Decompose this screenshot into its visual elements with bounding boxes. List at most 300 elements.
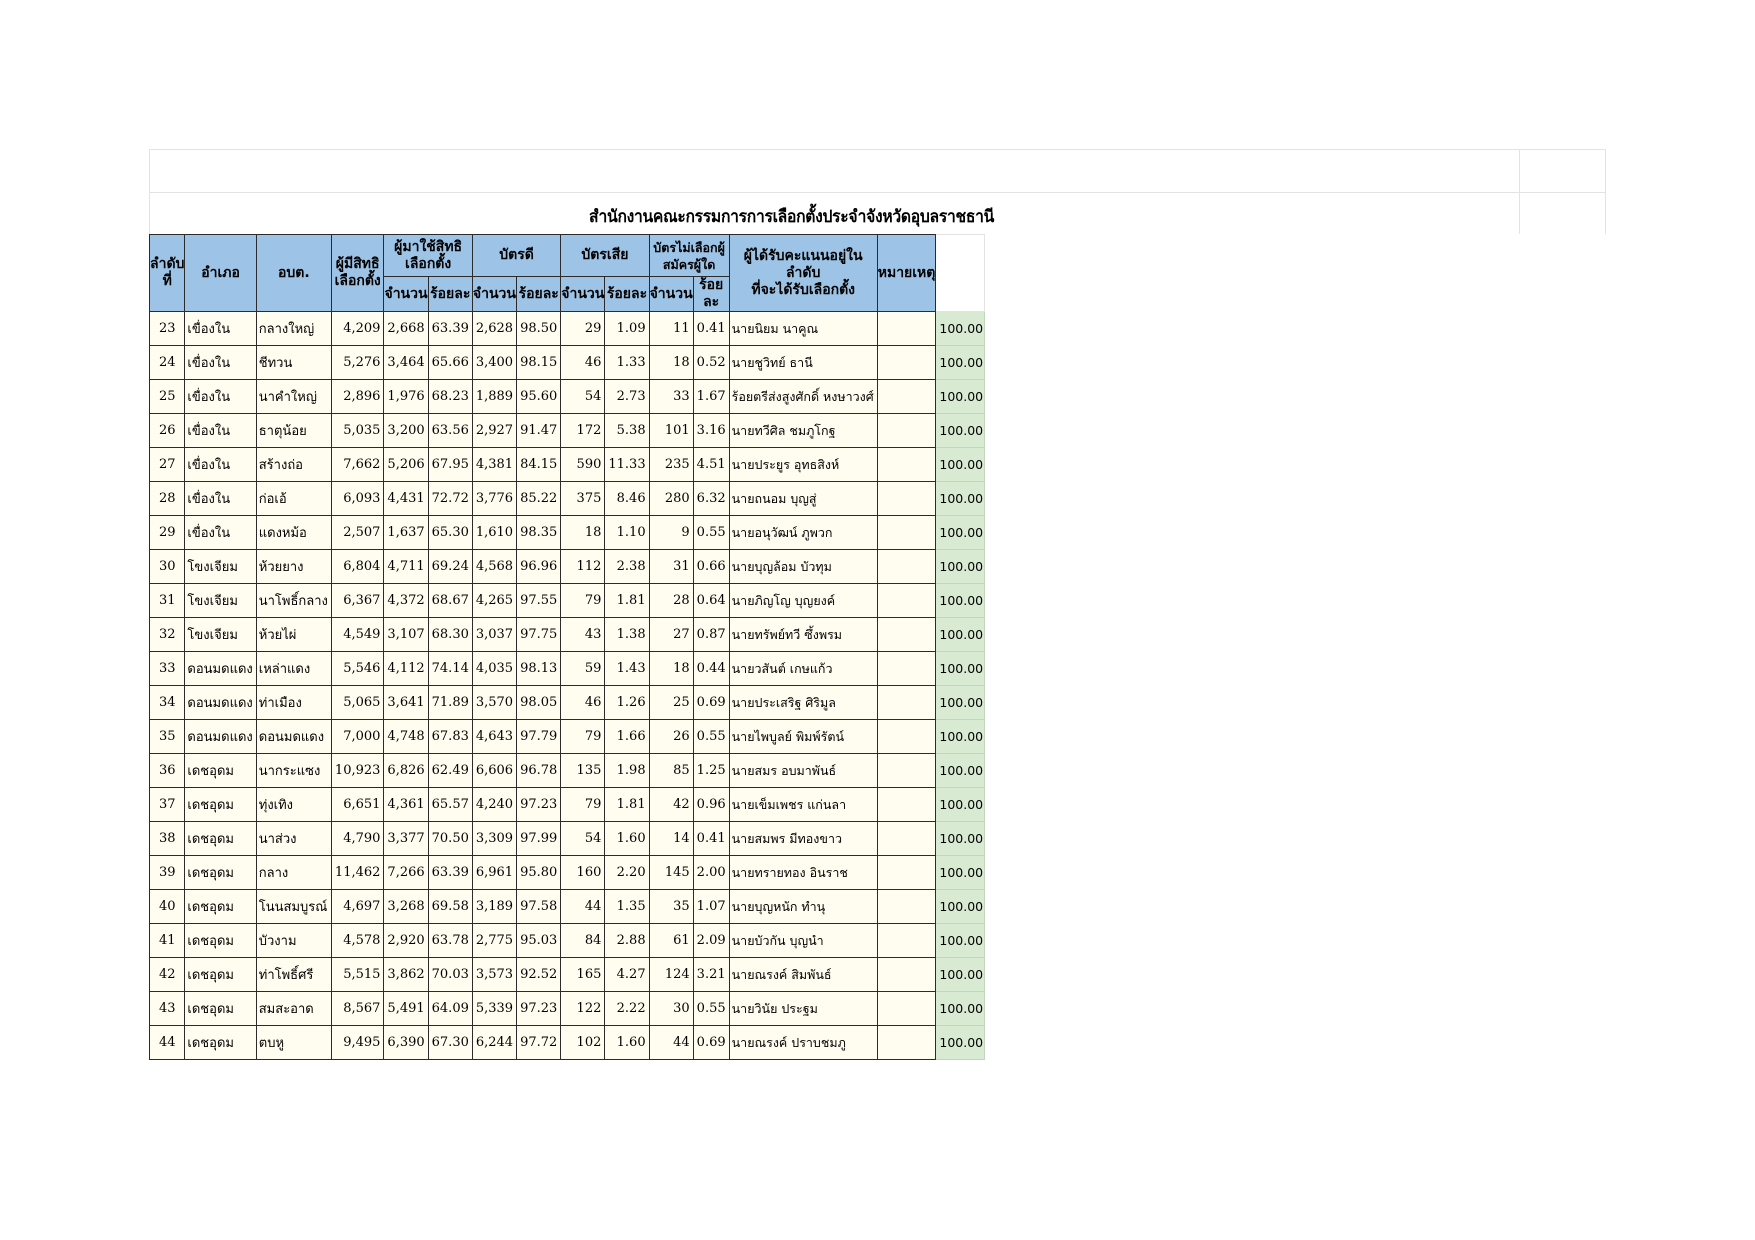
cell-novote-percent[interactable]: 2.09 bbox=[693, 924, 729, 958]
cell-check-total[interactable]: 100.00 bbox=[936, 346, 985, 380]
cell-novote-count[interactable]: 145 bbox=[649, 856, 693, 890]
cell-check-total[interactable]: 100.00 bbox=[936, 720, 985, 754]
cell-voters-count[interactable]: 1,976 bbox=[384, 380, 428, 414]
cell-winner[interactable]: นายบัวกัน บุญนำ bbox=[729, 924, 877, 958]
cell-voters-count[interactable]: 3,200 bbox=[384, 414, 428, 448]
cell-novote-count[interactable]: 61 bbox=[649, 924, 693, 958]
cell-valid-count[interactable]: 2,775 bbox=[472, 924, 516, 958]
cell-invalid-percent[interactable]: 2.88 bbox=[605, 924, 649, 958]
cell-order[interactable]: 26 bbox=[150, 414, 185, 448]
cell-invalid-count[interactable]: 54 bbox=[561, 380, 605, 414]
cell-voters-count[interactable]: 3,268 bbox=[384, 890, 428, 924]
cell-sao[interactable]: สมสะอาด bbox=[256, 992, 331, 1026]
cell-voters-count[interactable]: 4,431 bbox=[384, 482, 428, 516]
cell-valid-count[interactable]: 4,035 bbox=[472, 652, 516, 686]
cell-sao[interactable]: ชีทวน bbox=[256, 346, 331, 380]
cell-district[interactable]: เดชอุดม bbox=[185, 754, 256, 788]
cell-invalid-percent[interactable]: 1.09 bbox=[605, 312, 649, 346]
cell-valid-count[interactable]: 3,573 bbox=[472, 958, 516, 992]
cell-voters-percent[interactable]: 65.57 bbox=[428, 788, 472, 822]
cell-voters-count[interactable]: 4,748 bbox=[384, 720, 428, 754]
cell-order[interactable]: 43 bbox=[150, 992, 185, 1026]
cell-voters-count[interactable]: 6,826 bbox=[384, 754, 428, 788]
cell-remark[interactable] bbox=[877, 788, 936, 822]
cell-invalid-percent[interactable]: 1.60 bbox=[605, 1026, 649, 1060]
cell-remark[interactable] bbox=[877, 822, 936, 856]
cell-valid-count[interactable]: 6,961 bbox=[472, 856, 516, 890]
cell-district[interactable]: เดชอุดม bbox=[185, 924, 256, 958]
cell-order[interactable]: 29 bbox=[150, 516, 185, 550]
cell-invalid-percent[interactable]: 2.22 bbox=[605, 992, 649, 1026]
cell-winner[interactable]: นายวสันต์ เกษแก้ว bbox=[729, 652, 877, 686]
cell-remark[interactable] bbox=[877, 924, 936, 958]
cell-invalid-percent[interactable]: 1.81 bbox=[605, 584, 649, 618]
cell-novote-percent[interactable]: 0.69 bbox=[693, 1026, 729, 1060]
cell-invalid-percent[interactable]: 2.73 bbox=[605, 380, 649, 414]
cell-valid-percent[interactable]: 92.52 bbox=[517, 958, 561, 992]
cell-novote-count[interactable]: 26 bbox=[649, 720, 693, 754]
cell-eligible[interactable]: 5,065 bbox=[331, 686, 384, 720]
cell-remark[interactable] bbox=[877, 720, 936, 754]
cell-sao[interactable]: ห้วยไผ่ bbox=[256, 618, 331, 652]
cell-valid-percent[interactable]: 84.15 bbox=[517, 448, 561, 482]
cell-check-total[interactable]: 100.00 bbox=[936, 822, 985, 856]
cell-order[interactable]: 39 bbox=[150, 856, 185, 890]
cell-novote-percent[interactable]: 0.44 bbox=[693, 652, 729, 686]
cell-valid-count[interactable]: 3,037 bbox=[472, 618, 516, 652]
cell-valid-count[interactable]: 2,628 bbox=[472, 312, 516, 346]
cell-check-total[interactable]: 100.00 bbox=[936, 788, 985, 822]
cell-district[interactable]: เขื่องใน bbox=[185, 380, 256, 414]
cell-valid-count[interactable]: 3,400 bbox=[472, 346, 516, 380]
cell-district[interactable]: เดชอุดม bbox=[185, 1026, 256, 1060]
cell-remark[interactable] bbox=[877, 516, 936, 550]
cell-eligible[interactable]: 6,651 bbox=[331, 788, 384, 822]
cell-order[interactable]: 35 bbox=[150, 720, 185, 754]
cell-remark[interactable] bbox=[877, 584, 936, 618]
cell-invalid-percent[interactable]: 1.81 bbox=[605, 788, 649, 822]
cell-check-total[interactable]: 100.00 bbox=[936, 958, 985, 992]
cell-voters-count[interactable]: 3,862 bbox=[384, 958, 428, 992]
cell-valid-count[interactable]: 4,381 bbox=[472, 448, 516, 482]
cell-valid-count[interactable]: 3,776 bbox=[472, 482, 516, 516]
cell-novote-percent[interactable]: 1.07 bbox=[693, 890, 729, 924]
cell-winner[interactable]: นายทรัพย์ทวี ซึ้งพรม bbox=[729, 618, 877, 652]
cell-invalid-percent[interactable]: 1.10 bbox=[605, 516, 649, 550]
cell-valid-percent[interactable]: 96.78 bbox=[517, 754, 561, 788]
cell-order[interactable]: 37 bbox=[150, 788, 185, 822]
cell-invalid-percent[interactable]: 1.98 bbox=[605, 754, 649, 788]
cell-voters-count[interactable]: 2,920 bbox=[384, 924, 428, 958]
cell-invalid-count[interactable]: 122 bbox=[561, 992, 605, 1026]
cell-invalid-percent[interactable]: 1.26 bbox=[605, 686, 649, 720]
cell-remark[interactable] bbox=[877, 346, 936, 380]
cell-novote-percent[interactable]: 3.21 bbox=[693, 958, 729, 992]
cell-novote-count[interactable]: 18 bbox=[649, 652, 693, 686]
cell-remark[interactable] bbox=[877, 890, 936, 924]
cell-valid-count[interactable]: 3,570 bbox=[472, 686, 516, 720]
cell-district[interactable]: เดชอุดม bbox=[185, 890, 256, 924]
cell-invalid-percent[interactable]: 2.20 bbox=[605, 856, 649, 890]
cell-invalid-count[interactable]: 135 bbox=[561, 754, 605, 788]
cell-voters-count[interactable]: 3,464 bbox=[384, 346, 428, 380]
cell-voters-percent[interactable]: 65.66 bbox=[428, 346, 472, 380]
cell-check-total[interactable]: 100.00 bbox=[936, 618, 985, 652]
cell-district[interactable]: เขื่องใน bbox=[185, 414, 256, 448]
cell-order[interactable]: 42 bbox=[150, 958, 185, 992]
cell-order[interactable]: 30 bbox=[150, 550, 185, 584]
cell-valid-count[interactable]: 3,309 bbox=[472, 822, 516, 856]
cell-invalid-count[interactable]: 112 bbox=[561, 550, 605, 584]
cell-remark[interactable] bbox=[877, 856, 936, 890]
cell-valid-count[interactable]: 3,189 bbox=[472, 890, 516, 924]
cell-sao[interactable]: ห้วยยาง bbox=[256, 550, 331, 584]
cell-voters-percent[interactable]: 70.03 bbox=[428, 958, 472, 992]
cell-voters-percent[interactable]: 68.23 bbox=[428, 380, 472, 414]
cell-voters-percent[interactable]: 68.67 bbox=[428, 584, 472, 618]
cell-district[interactable]: เขื่องใน bbox=[185, 448, 256, 482]
cell-valid-count[interactable]: 4,265 bbox=[472, 584, 516, 618]
cell-invalid-count[interactable]: 375 bbox=[561, 482, 605, 516]
cell-invalid-percent[interactable]: 2.38 bbox=[605, 550, 649, 584]
cell-valid-percent[interactable]: 97.99 bbox=[517, 822, 561, 856]
cell-eligible[interactable]: 2,896 bbox=[331, 380, 384, 414]
cell-voters-percent[interactable]: 63.39 bbox=[428, 312, 472, 346]
cell-voters-count[interactable]: 6,390 bbox=[384, 1026, 428, 1060]
cell-remark[interactable] bbox=[877, 550, 936, 584]
cell-voters-count[interactable]: 4,372 bbox=[384, 584, 428, 618]
cell-valid-percent[interactable]: 98.15 bbox=[517, 346, 561, 380]
cell-valid-percent[interactable]: 98.05 bbox=[517, 686, 561, 720]
cell-check-total[interactable]: 100.00 bbox=[936, 380, 985, 414]
cell-valid-count[interactable]: 4,643 bbox=[472, 720, 516, 754]
cell-check-total[interactable]: 100.00 bbox=[936, 992, 985, 1026]
cell-check-total[interactable]: 100.00 bbox=[936, 414, 985, 448]
cell-check-total[interactable]: 100.00 bbox=[936, 584, 985, 618]
cell-novote-percent[interactable]: 0.69 bbox=[693, 686, 729, 720]
cell-voters-percent[interactable]: 63.56 bbox=[428, 414, 472, 448]
cell-valid-percent[interactable]: 95.60 bbox=[517, 380, 561, 414]
cell-district[interactable]: เดชอุดม bbox=[185, 788, 256, 822]
cell-order[interactable]: 36 bbox=[150, 754, 185, 788]
cell-sao[interactable]: ทุ่งเทิง bbox=[256, 788, 331, 822]
cell-voters-count[interactable]: 4,361 bbox=[384, 788, 428, 822]
cell-sao[interactable]: นากระแซง bbox=[256, 754, 331, 788]
cell-valid-percent[interactable]: 97.75 bbox=[517, 618, 561, 652]
cell-valid-percent[interactable]: 98.13 bbox=[517, 652, 561, 686]
cell-check-total[interactable]: 100.00 bbox=[936, 312, 985, 346]
cell-voters-count[interactable]: 3,107 bbox=[384, 618, 428, 652]
cell-check-total[interactable]: 100.00 bbox=[936, 550, 985, 584]
cell-order[interactable]: 40 bbox=[150, 890, 185, 924]
cell-check-total[interactable]: 100.00 bbox=[936, 924, 985, 958]
cell-district[interactable]: เดชอุดม bbox=[185, 822, 256, 856]
cell-eligible[interactable]: 5,276 bbox=[331, 346, 384, 380]
cell-sao[interactable]: นาคำใหญ่ bbox=[256, 380, 331, 414]
cell-sao[interactable]: โนนสมบูรณ์ bbox=[256, 890, 331, 924]
cell-invalid-count[interactable]: 46 bbox=[561, 686, 605, 720]
cell-novote-count[interactable]: 28 bbox=[649, 584, 693, 618]
cell-order[interactable]: 34 bbox=[150, 686, 185, 720]
cell-order[interactable]: 44 bbox=[150, 1026, 185, 1060]
cell-novote-count[interactable]: 280 bbox=[649, 482, 693, 516]
cell-novote-count[interactable]: 33 bbox=[649, 380, 693, 414]
cell-sao[interactable]: ท่าเมือง bbox=[256, 686, 331, 720]
cell-invalid-count[interactable]: 59 bbox=[561, 652, 605, 686]
cell-invalid-count[interactable]: 590 bbox=[561, 448, 605, 482]
cell-winner[interactable]: นายภิญโญ บุญยงค์ bbox=[729, 584, 877, 618]
cell-eligible[interactable]: 4,578 bbox=[331, 924, 384, 958]
cell-remark[interactable] bbox=[877, 482, 936, 516]
cell-valid-percent[interactable]: 97.23 bbox=[517, 788, 561, 822]
cell-sao[interactable]: นาโพธิ์กลาง bbox=[256, 584, 331, 618]
cell-sao[interactable]: สร้างถ่อ bbox=[256, 448, 331, 482]
cell-district[interactable]: เขื่องใน bbox=[185, 312, 256, 346]
cell-novote-percent[interactable]: 6.32 bbox=[693, 482, 729, 516]
cell-voters-percent[interactable]: 62.49 bbox=[428, 754, 472, 788]
cell-novote-percent[interactable]: 0.41 bbox=[693, 822, 729, 856]
cell-remark[interactable] bbox=[877, 618, 936, 652]
cell-order[interactable]: 32 bbox=[150, 618, 185, 652]
cell-novote-percent[interactable]: 0.41 bbox=[693, 312, 729, 346]
cell-valid-percent[interactable]: 96.96 bbox=[517, 550, 561, 584]
cell-winner[interactable]: นายสมร อบมาพันธ์ bbox=[729, 754, 877, 788]
cell-novote-count[interactable]: 85 bbox=[649, 754, 693, 788]
cell-winner[interactable]: นายเข็มเพชร แก่นลา bbox=[729, 788, 877, 822]
cell-winner[interactable]: นายอนุวัฒน์ ภูพวก bbox=[729, 516, 877, 550]
cell-novote-count[interactable]: 44 bbox=[649, 1026, 693, 1060]
cell-novote-percent[interactable]: 3.16 bbox=[693, 414, 729, 448]
cell-winner[interactable]: นายณรงค์ ปราบชมภู bbox=[729, 1026, 877, 1060]
cell-eligible[interactable]: 4,697 bbox=[331, 890, 384, 924]
cell-valid-percent[interactable]: 95.03 bbox=[517, 924, 561, 958]
cell-order[interactable]: 38 bbox=[150, 822, 185, 856]
cell-voters-percent[interactable]: 68.30 bbox=[428, 618, 472, 652]
cell-winner[interactable]: นายบุญหนัก ทำนุ bbox=[729, 890, 877, 924]
cell-sao[interactable]: บัวงาม bbox=[256, 924, 331, 958]
cell-voters-percent[interactable]: 63.78 bbox=[428, 924, 472, 958]
cell-valid-count[interactable]: 4,568 bbox=[472, 550, 516, 584]
cell-novote-percent[interactable]: 0.96 bbox=[693, 788, 729, 822]
cell-invalid-percent[interactable]: 1.60 bbox=[605, 822, 649, 856]
cell-check-total[interactable]: 100.00 bbox=[936, 856, 985, 890]
cell-novote-count[interactable]: 9 bbox=[649, 516, 693, 550]
cell-voters-count[interactable]: 3,377 bbox=[384, 822, 428, 856]
cell-voters-percent[interactable]: 74.14 bbox=[428, 652, 472, 686]
cell-sao[interactable]: ท่าโพธิ์ศรี bbox=[256, 958, 331, 992]
cell-invalid-percent[interactable]: 5.38 bbox=[605, 414, 649, 448]
cell-valid-percent[interactable]: 97.72 bbox=[517, 1026, 561, 1060]
cell-invalid-percent[interactable]: 8.46 bbox=[605, 482, 649, 516]
cell-order[interactable]: 33 bbox=[150, 652, 185, 686]
cell-novote-count[interactable]: 42 bbox=[649, 788, 693, 822]
cell-voters-percent[interactable]: 63.39 bbox=[428, 856, 472, 890]
cell-remark[interactable] bbox=[877, 754, 936, 788]
cell-check-total[interactable]: 100.00 bbox=[936, 686, 985, 720]
cell-district[interactable]: โขงเจียม bbox=[185, 550, 256, 584]
cell-district[interactable]: ดอนมดแดง bbox=[185, 686, 256, 720]
cell-eligible[interactable]: 6,093 bbox=[331, 482, 384, 516]
cell-eligible[interactable]: 5,515 bbox=[331, 958, 384, 992]
cell-novote-count[interactable]: 235 bbox=[649, 448, 693, 482]
cell-voters-percent[interactable]: 72.72 bbox=[428, 482, 472, 516]
cell-sao[interactable]: ดอนมดแดง bbox=[256, 720, 331, 754]
cell-valid-count[interactable]: 2,927 bbox=[472, 414, 516, 448]
cell-voters-percent[interactable]: 65.30 bbox=[428, 516, 472, 550]
cell-valid-percent[interactable]: 97.23 bbox=[517, 992, 561, 1026]
cell-valid-percent[interactable]: 97.79 bbox=[517, 720, 561, 754]
cell-voters-count[interactable]: 7,266 bbox=[384, 856, 428, 890]
cell-novote-percent[interactable]: 2.00 bbox=[693, 856, 729, 890]
cell-valid-percent[interactable]: 95.80 bbox=[517, 856, 561, 890]
cell-winner[interactable]: นายประเสริฐ ศิริมูล bbox=[729, 686, 877, 720]
cell-remark[interactable] bbox=[877, 992, 936, 1026]
cell-invalid-percent[interactable]: 1.35 bbox=[605, 890, 649, 924]
cell-sao[interactable]: กลาง bbox=[256, 856, 331, 890]
cell-invalid-percent[interactable]: 11.33 bbox=[605, 448, 649, 482]
cell-district[interactable]: ดอนมดแดง bbox=[185, 720, 256, 754]
cell-novote-count[interactable]: 35 bbox=[649, 890, 693, 924]
cell-voters-percent[interactable]: 67.95 bbox=[428, 448, 472, 482]
cell-novote-count[interactable]: 124 bbox=[649, 958, 693, 992]
cell-sao[interactable]: นาส่วง bbox=[256, 822, 331, 856]
cell-eligible[interactable]: 11,462 bbox=[331, 856, 384, 890]
cell-order[interactable]: 23 bbox=[150, 312, 185, 346]
cell-voters-count[interactable]: 3,641 bbox=[384, 686, 428, 720]
cell-novote-count[interactable]: 18 bbox=[649, 346, 693, 380]
cell-voters-count[interactable]: 2,668 bbox=[384, 312, 428, 346]
cell-check-total[interactable]: 100.00 bbox=[936, 890, 985, 924]
cell-valid-count[interactable]: 5,339 bbox=[472, 992, 516, 1026]
cell-order[interactable]: 25 bbox=[150, 380, 185, 414]
cell-novote-count[interactable]: 11 bbox=[649, 312, 693, 346]
cell-invalid-count[interactable]: 102 bbox=[561, 1026, 605, 1060]
cell-winner[interactable]: นายบุญล้อม บัวทุม bbox=[729, 550, 877, 584]
cell-district[interactable]: โขงเจียม bbox=[185, 618, 256, 652]
cell-eligible[interactable]: 4,790 bbox=[331, 822, 384, 856]
cell-winner[interactable]: นายนิยม นาคูณ bbox=[729, 312, 877, 346]
cell-district[interactable]: โขงเจียม bbox=[185, 584, 256, 618]
cell-novote-count[interactable]: 30 bbox=[649, 992, 693, 1026]
cell-novote-percent[interactable]: 0.52 bbox=[693, 346, 729, 380]
cell-novote-count[interactable]: 27 bbox=[649, 618, 693, 652]
cell-district[interactable]: ดอนมดแดง bbox=[185, 652, 256, 686]
cell-voters-percent[interactable]: 69.58 bbox=[428, 890, 472, 924]
cell-eligible[interactable]: 6,804 bbox=[331, 550, 384, 584]
cell-valid-percent[interactable]: 91.47 bbox=[517, 414, 561, 448]
cell-winner[interactable]: นายถนอม บุญสู่ bbox=[729, 482, 877, 516]
cell-valid-percent[interactable]: 97.55 bbox=[517, 584, 561, 618]
cell-eligible[interactable]: 7,662 bbox=[331, 448, 384, 482]
cell-order[interactable]: 27 bbox=[150, 448, 185, 482]
cell-voters-count[interactable]: 5,206 bbox=[384, 448, 428, 482]
cell-winner[interactable]: นายสมพร มีทองขาว bbox=[729, 822, 877, 856]
cell-novote-count[interactable]: 25 bbox=[649, 686, 693, 720]
cell-voters-percent[interactable]: 70.50 bbox=[428, 822, 472, 856]
cell-invalid-count[interactable]: 46 bbox=[561, 346, 605, 380]
cell-valid-percent[interactable]: 85.22 bbox=[517, 482, 561, 516]
cell-remark[interactable] bbox=[877, 652, 936, 686]
cell-novote-percent[interactable]: 0.66 bbox=[693, 550, 729, 584]
cell-valid-count[interactable]: 1,889 bbox=[472, 380, 516, 414]
cell-winner[interactable]: นายณรงค์ สิมพันธ์ bbox=[729, 958, 877, 992]
cell-invalid-count[interactable]: 54 bbox=[561, 822, 605, 856]
cell-invalid-percent[interactable]: 1.43 bbox=[605, 652, 649, 686]
cell-remark[interactable] bbox=[877, 958, 936, 992]
cell-district[interactable]: เขื่องใน bbox=[185, 516, 256, 550]
cell-district[interactable]: เดชอุดม bbox=[185, 958, 256, 992]
cell-district[interactable]: เขื่องใน bbox=[185, 346, 256, 380]
cell-novote-count[interactable]: 31 bbox=[649, 550, 693, 584]
cell-order[interactable]: 28 bbox=[150, 482, 185, 516]
cell-valid-count[interactable]: 4,240 bbox=[472, 788, 516, 822]
cell-invalid-percent[interactable]: 1.33 bbox=[605, 346, 649, 380]
cell-eligible[interactable]: 7,000 bbox=[331, 720, 384, 754]
cell-eligible[interactable]: 4,209 bbox=[331, 312, 384, 346]
cell-winner[interactable]: นายทรายทอง อินราช bbox=[729, 856, 877, 890]
cell-valid-percent[interactable]: 97.58 bbox=[517, 890, 561, 924]
cell-order[interactable]: 31 bbox=[150, 584, 185, 618]
cell-invalid-count[interactable]: 84 bbox=[561, 924, 605, 958]
cell-eligible[interactable]: 2,507 bbox=[331, 516, 384, 550]
cell-winner[interactable]: นายวินัย ประฐม bbox=[729, 992, 877, 1026]
cell-invalid-count[interactable]: 79 bbox=[561, 584, 605, 618]
cell-voters-percent[interactable]: 69.24 bbox=[428, 550, 472, 584]
cell-sao[interactable]: แดงหม้อ bbox=[256, 516, 331, 550]
cell-check-total[interactable]: 100.00 bbox=[936, 1026, 985, 1060]
cell-check-total[interactable]: 100.00 bbox=[936, 482, 985, 516]
cell-remark[interactable] bbox=[877, 380, 936, 414]
cell-check-total[interactable]: 100.00 bbox=[936, 754, 985, 788]
cell-invalid-percent[interactable]: 1.66 bbox=[605, 720, 649, 754]
cell-district[interactable]: เขื่องใน bbox=[185, 482, 256, 516]
cell-check-total[interactable]: 100.00 bbox=[936, 516, 985, 550]
cell-invalid-count[interactable]: 79 bbox=[561, 788, 605, 822]
cell-winner[interactable]: ร้อยตรีส่งสูงศักดิ์ หงษาวงศ์ bbox=[729, 380, 877, 414]
cell-invalid-count[interactable]: 29 bbox=[561, 312, 605, 346]
cell-novote-percent[interactable]: 0.55 bbox=[693, 516, 729, 550]
cell-eligible[interactable]: 9,495 bbox=[331, 1026, 384, 1060]
cell-novote-percent[interactable]: 1.67 bbox=[693, 380, 729, 414]
cell-novote-count[interactable]: 14 bbox=[649, 822, 693, 856]
cell-voters-percent[interactable]: 67.83 bbox=[428, 720, 472, 754]
cell-voters-count[interactable]: 1,637 bbox=[384, 516, 428, 550]
cell-valid-percent[interactable]: 98.50 bbox=[517, 312, 561, 346]
cell-novote-percent[interactable]: 0.55 bbox=[693, 992, 729, 1026]
cell-remark[interactable] bbox=[877, 312, 936, 346]
cell-winner[interactable]: นายไพบูลย์ พิมพ์รัตน์ bbox=[729, 720, 877, 754]
cell-invalid-percent[interactable]: 1.38 bbox=[605, 618, 649, 652]
cell-valid-count[interactable]: 1,610 bbox=[472, 516, 516, 550]
cell-voters-count[interactable]: 4,711 bbox=[384, 550, 428, 584]
cell-valid-percent[interactable]: 98.35 bbox=[517, 516, 561, 550]
cell-voters-percent[interactable]: 71.89 bbox=[428, 686, 472, 720]
cell-order[interactable]: 24 bbox=[150, 346, 185, 380]
cell-winner[interactable]: นายชูวิทย์ ธานี bbox=[729, 346, 877, 380]
cell-remark[interactable] bbox=[877, 414, 936, 448]
cell-winner[interactable]: นายประยูร อุทธสิงห์ bbox=[729, 448, 877, 482]
cell-sao[interactable]: ตบหู bbox=[256, 1026, 331, 1060]
cell-sao[interactable]: เหล่าแดง bbox=[256, 652, 331, 686]
cell-valid-count[interactable]: 6,244 bbox=[472, 1026, 516, 1060]
cell-invalid-count[interactable]: 79 bbox=[561, 720, 605, 754]
cell-order[interactable]: 41 bbox=[150, 924, 185, 958]
cell-eligible[interactable]: 4,549 bbox=[331, 618, 384, 652]
cell-novote-percent[interactable]: 4.51 bbox=[693, 448, 729, 482]
cell-remark[interactable] bbox=[877, 1026, 936, 1060]
cell-district[interactable]: เดชอุดม bbox=[185, 856, 256, 890]
cell-sao[interactable]: ธาตุน้อย bbox=[256, 414, 331, 448]
